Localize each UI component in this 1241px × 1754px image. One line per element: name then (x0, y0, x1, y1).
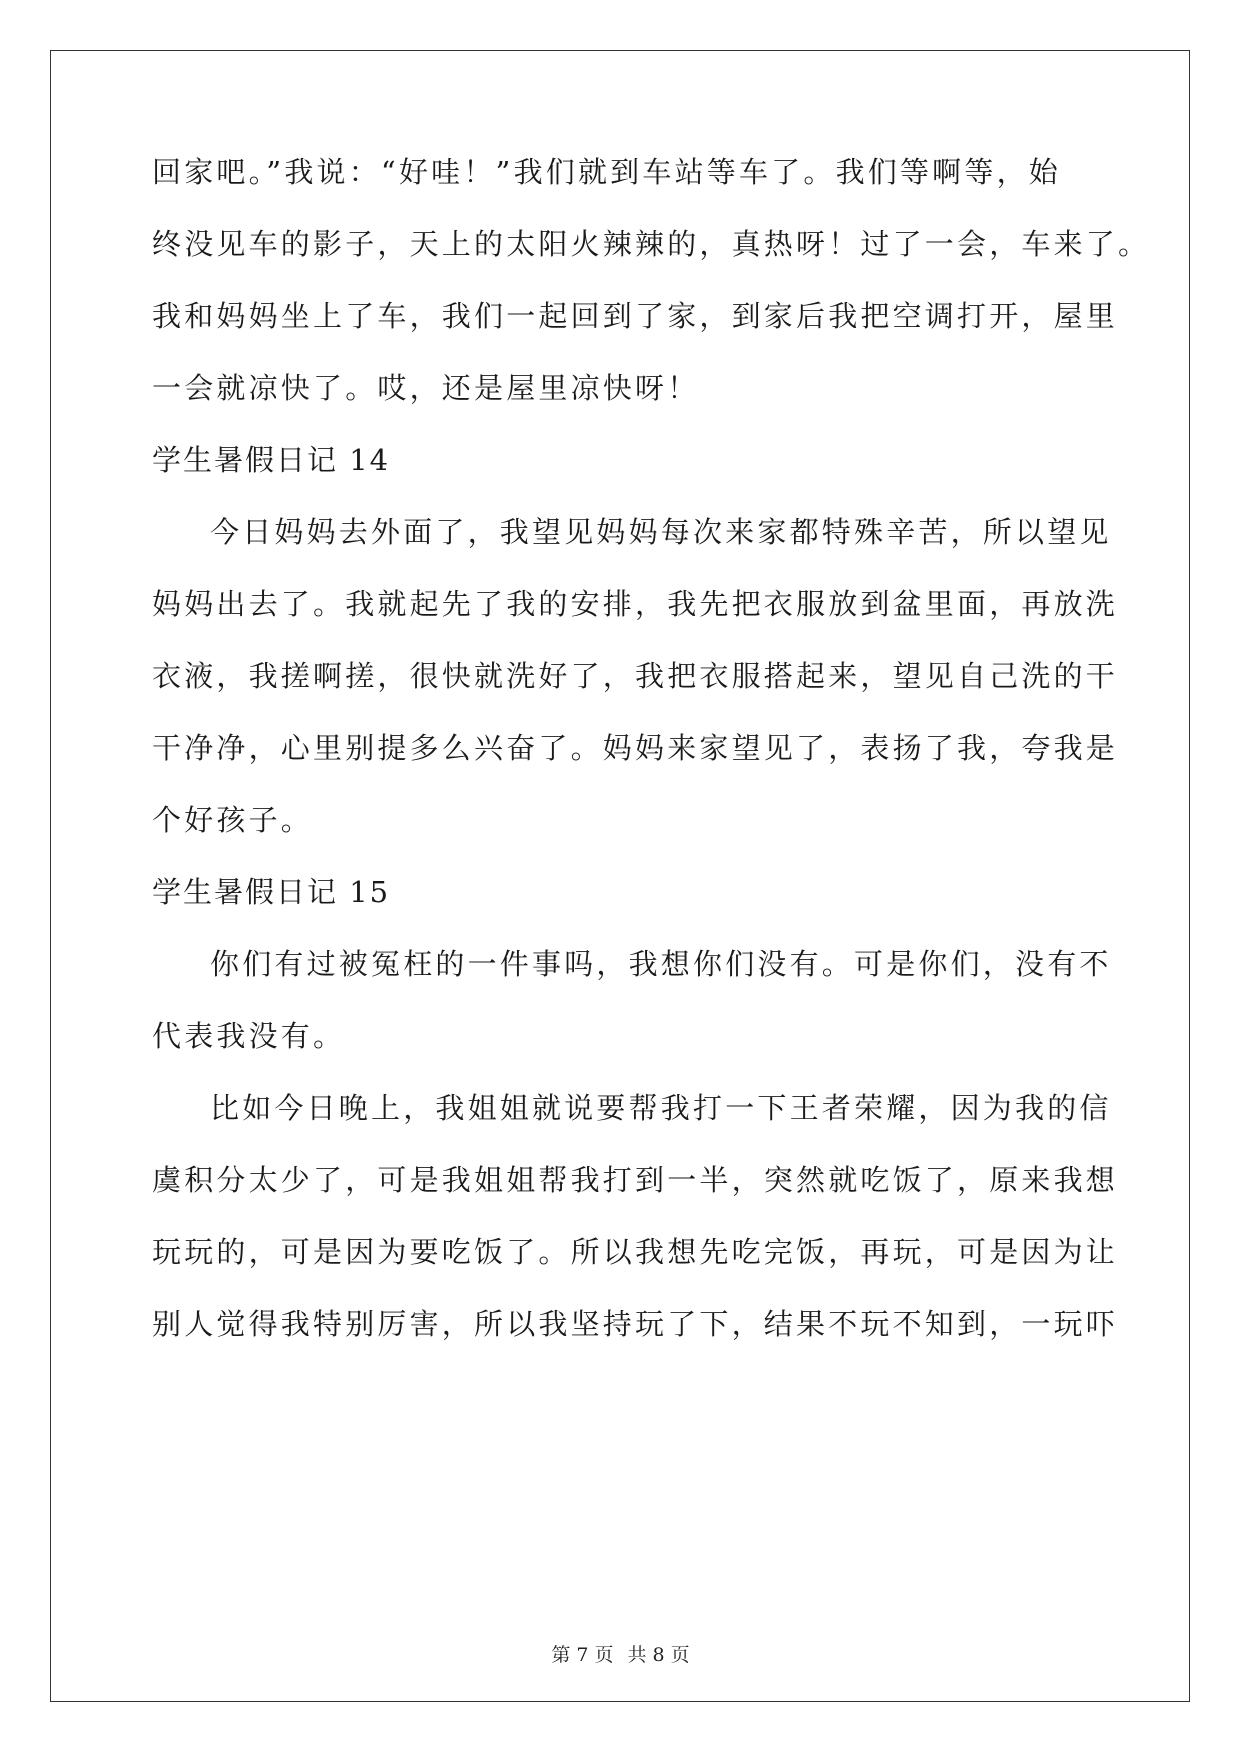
paragraph-line: 别人觉得我特别厉害，所以我坚持玩了下，结果不玩不知到，一玩吓 (152, 1307, 1119, 1341)
page-number: 第 7 页 (551, 1644, 614, 1666)
page-footer (0, 1640, 1241, 1667)
paragraph-line: 干净净，心里别提多么兴奋了。妈妈来家望见了，表扬了我，夸我是 (152, 731, 1119, 765)
paragraph-line: 回家吧。”我说：“好哇！”我们就到车站等车了。我们等啊等，始 (152, 155, 1061, 189)
paragraph-line: 虞积分太少了，可是我姐姐帮我打到一半，突然就吃饭了，原来我想 (152, 1163, 1119, 1197)
paragraph-line: 比如今日晚上，我姐姐就说要帮我打一下王者荣耀，因为我的信 (210, 1091, 1112, 1125)
paragraph-line: 个好孩子。 (152, 803, 314, 837)
section-heading: 学生暑假日记 15 (152, 875, 391, 909)
paragraph-line: 终没见车的影子，天上的太阳火辣辣的，真热呀！过了一会，车来了。 (152, 227, 1151, 261)
paragraph-line: 衣液，我搓啊搓，很快就洗好了，我把衣服搭起来，望见自己洗的干 (152, 659, 1119, 693)
paragraph-line: 一会就凉快了。哎，还是屋里凉快呀！ (152, 371, 700, 405)
paragraph-line: 妈妈出去了。我就起先了我的安排，我先把衣服放到盆里面，再放洗 (152, 587, 1119, 621)
page-total: 共 8 页 (627, 1644, 690, 1666)
paragraph-line: 玩玩的，可是因为要吃饭了。所以我想先吃完饭，再玩，可是因为让 (152, 1235, 1119, 1269)
paragraph-line: 今日妈妈去外面了，我望见妈妈每次来家都特殊辛苦，所以望见 (210, 515, 1112, 549)
paragraph-line: 代表我没有。 (152, 1019, 346, 1053)
paragraph-line: 你们有过被冤枉的一件事吗，我想你们没有。可是你们，没有不 (210, 947, 1112, 981)
section-heading: 学生暑假日记 14 (152, 443, 391, 477)
paragraph-line: 我和妈妈坐上了车，我们一起回到了家，到家后我把空调打开，屋里 (152, 299, 1119, 333)
